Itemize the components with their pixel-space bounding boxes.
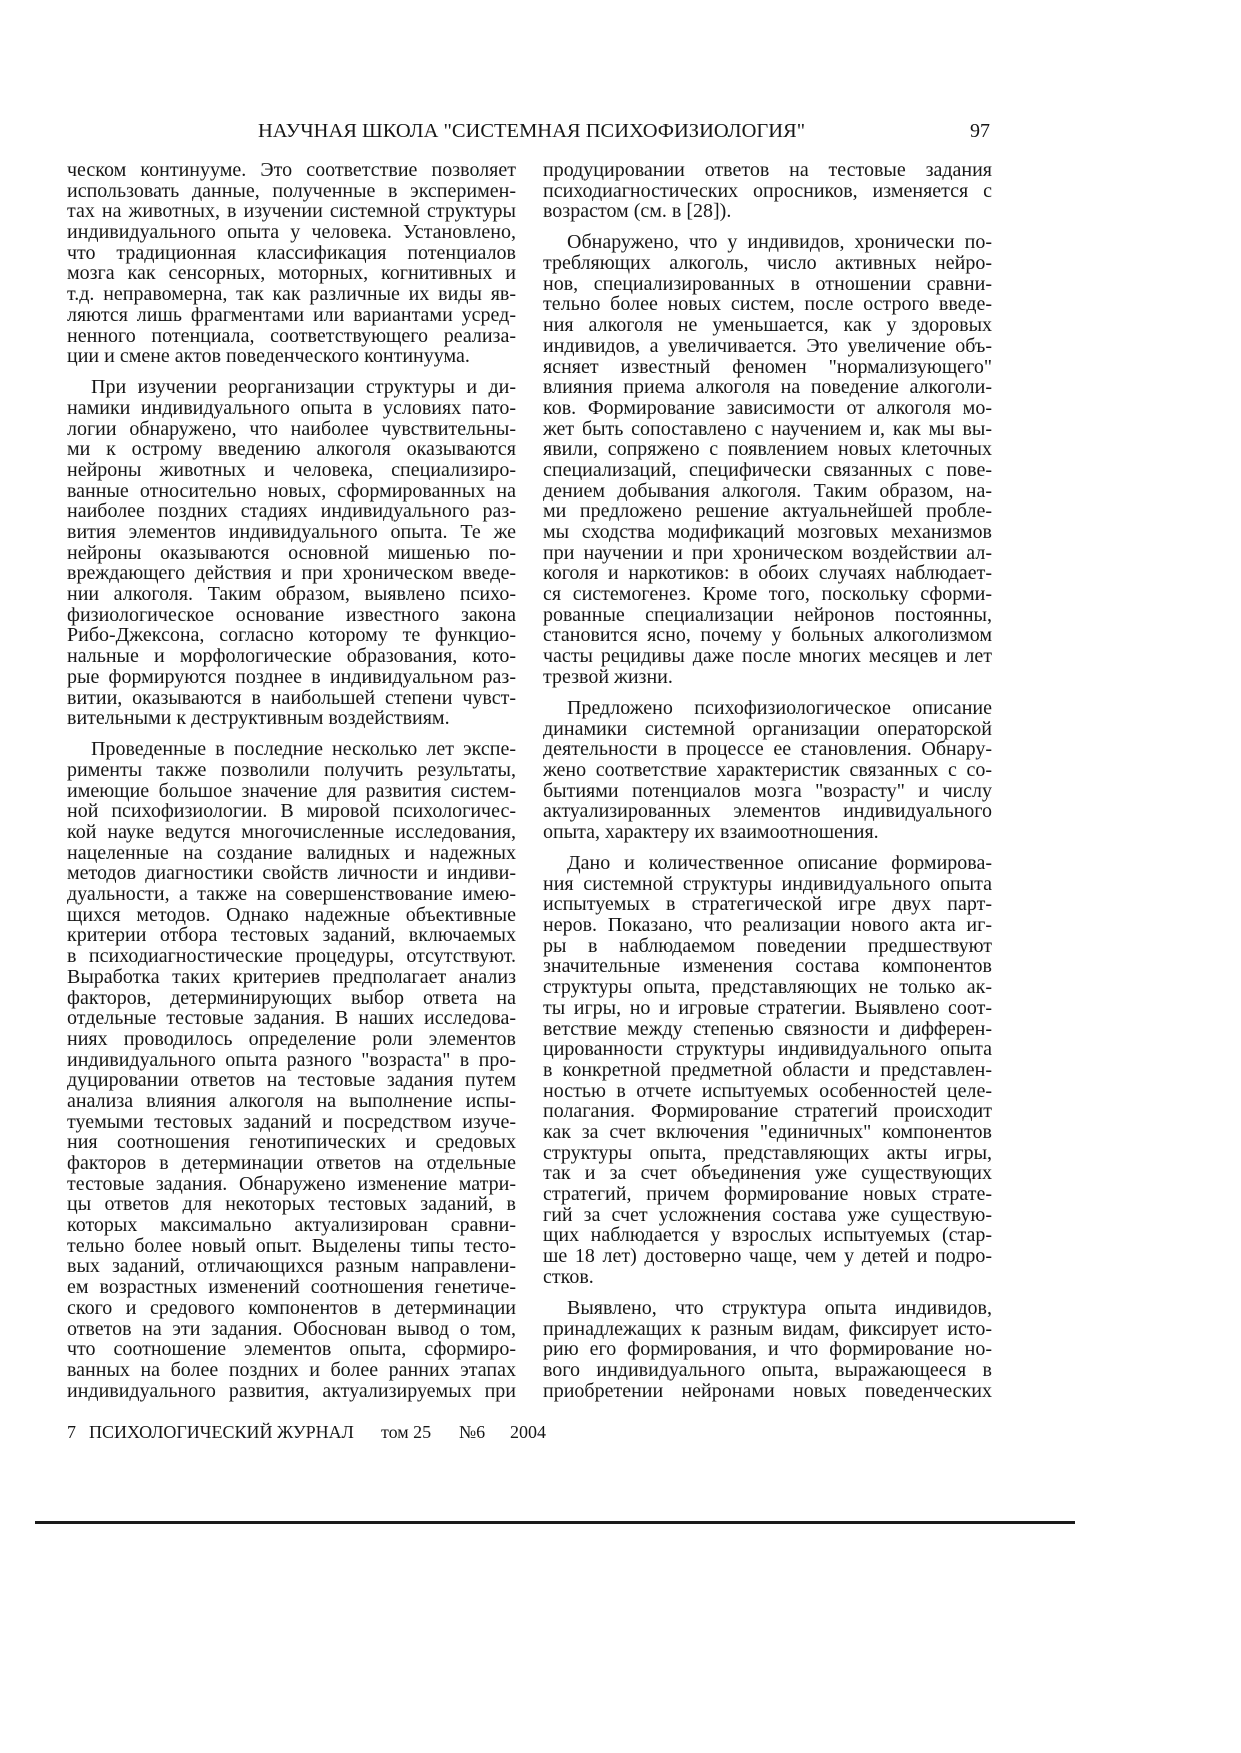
- text-line: ветствие между степенью связности и дифферен-: [543, 1017, 992, 1040]
- right-column: [543, 160, 992, 1401]
- text-line: наиболее поздних стадиях индивидуального раз-: [67, 500, 516, 523]
- text-line: в конкретной предметной области и представлен-: [543, 1058, 992, 1081]
- text-line: методов диагностики свойств личности и индиви-: [67, 862, 516, 885]
- text-line: специализаций, специфически связанных с пове-: [543, 458, 992, 481]
- text-line: стратегий, причем формирование новых страте-: [543, 1183, 992, 1206]
- text-line: дением добывания алкоголя. Таким образом, на-: [543, 479, 992, 502]
- volume-label: том 25: [381, 1422, 432, 1442]
- text-line: При изучении реорганизации структуры и ди-: [91, 376, 516, 399]
- year-label: 2004: [510, 1422, 546, 1442]
- text-line: часты рецидивы даже после многих месяцев и лет: [543, 645, 992, 668]
- text-line: нии алкоголя. Таким образом, выявлено психо-: [67, 583, 516, 606]
- text-line: вительными к деструктивным воздействиям.: [67, 707, 450, 730]
- text-line: стков.: [543, 1265, 594, 1288]
- text-line: намики индивидуального опыта в условиях пато-: [67, 396, 516, 419]
- text-line: имеющие большое значение для развития систем-: [67, 779, 516, 802]
- text-line: ниях проводилось определение роли элементов: [67, 1027, 516, 1050]
- text-line: ванных на более поздних и более ранних этапах: [67, 1358, 516, 1381]
- scan-edge-rule: [35, 1521, 1075, 1524]
- text-line: Обнаружено, что у индивидов, хронически по-: [567, 231, 992, 254]
- paragraph: [543, 232, 992, 687]
- text-line: полагания. Формирование стратегий происходит: [543, 1100, 992, 1123]
- text-line: Предложено психофизиологическое описание: [567, 696, 992, 719]
- text-line: бытиями потенциалов мозга "возрасту" и числу: [543, 779, 992, 802]
- text-line: ми к острому введению алкоголя оказываются: [67, 438, 516, 461]
- text-line: витии, оказываются в наибольшей степени чувст-: [67, 686, 516, 709]
- text-line: рованные специализации нейронов постоянны,: [543, 603, 992, 626]
- text-line: ского и средового компонентов в детерминации: [67, 1296, 516, 1319]
- text-line: Проведенные в последние несколько лет экспе-: [91, 738, 516, 761]
- text-line: дуальности, а также на совершенствование имею-: [67, 883, 516, 906]
- text-line: влияния приема алкоголя на поведение алкоголи-: [543, 376, 992, 399]
- text-line: Дано и количественное описание формирова-: [567, 852, 992, 875]
- text-line: нацеленные на создание валидных и надежных: [67, 841, 516, 864]
- running-title: НАУЧНАЯ ШКОЛА "СИСТЕМНАЯ ПСИХОФИЗИОЛОГИЯ": [258, 120, 806, 142]
- text-line: ясняет известный феномен "нормализующего": [543, 355, 992, 378]
- issue-label: №6: [459, 1422, 486, 1442]
- paragraph: [543, 853, 992, 1287]
- text-line: жет быть сопоставлено с научением и, как мы вы-: [543, 417, 992, 440]
- text-line: вых заданий, отличающихся разным направлени-: [67, 1255, 516, 1278]
- text-line: ческом континууме. Это соответствие позволяет: [67, 159, 516, 181]
- text-line: ния системной структуры индивидуального опыта: [543, 872, 992, 895]
- text-line: ляются лишь фрагментами или вариантами усред-: [67, 303, 516, 326]
- text-line: в психодиагностические процедуры, отсутствуют.: [67, 945, 516, 968]
- text-line: психодиагностических опросников, изменяется с: [543, 179, 992, 202]
- paragraph: [67, 377, 516, 729]
- text-line: как за счет включения "единичных" компонентов: [543, 1120, 992, 1143]
- text-line: требляющих алкоголь, число активных нейро-: [543, 252, 992, 275]
- text-line: индивидуального опыта у человека. Установлено,: [67, 221, 516, 244]
- text-line: структуры опыта, представляющих акты игры,: [543, 1141, 992, 1164]
- text-line: испытуемых в стратегической игре двух парт-: [543, 893, 992, 916]
- text-line: принадлежащих к разным видам, фиксирует исто-: [543, 1317, 992, 1340]
- text-line: ответов на эти задания. Обоснован вывод о том,: [67, 1317, 516, 1340]
- text-line: нов, специализированных в отношении сравни-: [543, 272, 992, 295]
- text-line: использовать данные, полученные в эксперимен-: [67, 179, 516, 202]
- text-line: туемыми тестовых заданий и посредством изуче-: [67, 1110, 516, 1133]
- text-line: тельно более новых систем, после острого введе-: [543, 293, 992, 316]
- text-line: цы ответов для некоторых тестовых заданий, в: [67, 1193, 516, 1216]
- text-line: мы сходства модификаций мозговых механизмов: [543, 521, 992, 544]
- text-line: ненного потенциала, соответствующего реализа-: [67, 324, 516, 347]
- text-line: ции и смене актов поведенческого континуума.: [67, 345, 470, 368]
- text-line: Выявлено, что структура опыта индивидов,: [567, 1296, 992, 1319]
- text-line: т.д. неправомерна, так как различные их виды яв-: [67, 283, 516, 306]
- text-line: мозга как сенсорных, моторных, когнитивных и: [67, 262, 516, 285]
- text-line: факторов в детерминации ответов на отдельные: [67, 1152, 516, 1174]
- text-line: ты игры, но и игровые стратегии. Выявлено соот-: [543, 996, 992, 1019]
- paragraph: [543, 160, 992, 222]
- text-line: вого индивидуального опыта, выражающееся в: [543, 1358, 992, 1381]
- text-line: щихся методов. Однако надежные объективные: [67, 903, 516, 926]
- text-line: ной психофизиологии. В мировой психологичес-: [67, 800, 516, 823]
- paragraph: [543, 698, 992, 843]
- text-line: вреждающего действия и при хроническом введе-: [67, 562, 516, 585]
- text-line: отдельные тестовые задания. В наших исследова-: [67, 1007, 516, 1030]
- text-line: ми предложено решение актуальнейшей пробле-: [543, 500, 992, 523]
- text-line: значительные изменения состава компонентов: [543, 955, 992, 978]
- paragraph: [543, 1298, 992, 1401]
- text-line: что традиционная классификация потенциалов: [67, 241, 516, 264]
- journal-name: ПСИХОЛОГИЧЕСКИЙ ЖУРНАЛ: [89, 1422, 354, 1442]
- text-line: гий за счет усложнения состава уже существую-: [543, 1203, 992, 1226]
- text-line: вития элементов индивидуального опыта. Те же: [67, 521, 516, 544]
- page-number: 97: [970, 120, 990, 142]
- text-line: индивидуального развития, актуализируемых при: [67, 1379, 516, 1402]
- text-line: ся системогенез. Кроме того, поскольку сформи-: [543, 583, 992, 606]
- text-line: актуализированных элементов индивидуального: [543, 800, 992, 823]
- text-line: ры в наблюдаемом поведении предшествуют: [543, 934, 992, 957]
- text-line: неров. Показано, что реализации нового акта иг-: [543, 914, 992, 937]
- text-line: тестовые задания. Обнаружено изменение матри-: [67, 1172, 516, 1195]
- text-line: продуцировании ответов на тестовые задания: [543, 159, 992, 181]
- text-line: физиологическое основание известного закона: [67, 603, 516, 626]
- text-line: щих наблюдается у взрослых испытуемых (стар-: [543, 1224, 992, 1247]
- text-line: ванные относительно новых, сформированных на: [67, 479, 516, 502]
- text-line: тельно более новый опыт. Выделены типы тесто-: [67, 1234, 516, 1257]
- text-line: ше 18 лет) достоверно чаще, чем у детей и подро-: [543, 1245, 992, 1268]
- text-line: которых максимально актуализирован сравни-: [67, 1214, 516, 1237]
- text-line: рименты также позволили получить результаты,: [67, 758, 516, 781]
- text-line: жено соответствие характеристик связанных с со-: [543, 758, 992, 781]
- text-line: кой науке ведутся многочисленные исследования,: [67, 821, 516, 843]
- signature-mark: 7: [67, 1422, 76, 1442]
- text-line: нальные и морфологические образования, кото-: [67, 645, 516, 668]
- text-line: индивидуального опыта разного "возраста" в про-: [67, 1048, 516, 1071]
- text-line: критерии отбора тестовых заданий, включаемых: [67, 924, 516, 947]
- text-line: нейроны животных и человека, специализиро-: [67, 458, 516, 481]
- text-line: так и за счет объединения уже существующих: [543, 1162, 992, 1185]
- text-line: явили, сопряжено с появлением новых клеточных: [543, 438, 992, 461]
- text-line: цированности структуры индивидуального опыта: [543, 1038, 992, 1061]
- text-line: рые формируются позднее в индивидуальном раз-: [67, 665, 516, 688]
- paragraph: [67, 739, 516, 1401]
- text-line: структуры опыта, представляющих не только ак-: [543, 976, 992, 999]
- text-line: ния алкоголя не уменьшается, как у здоровых: [543, 314, 992, 337]
- text-line: Выработка таких критериев предполагает анализ: [67, 965, 516, 988]
- text-line: что соотношение элементов опыта, сформиро-: [67, 1338, 516, 1361]
- text-line: динамики системной организации операторской: [543, 717, 992, 740]
- text-line: коголя и наркотиков: в обоих случаях наблюдает-: [543, 562, 992, 585]
- text-line: опыта, характеру их взаимоотношения.: [543, 821, 879, 843]
- text-line: рию его формирования, и что формирование но-: [543, 1338, 992, 1361]
- left-column: [67, 160, 516, 1401]
- paragraph: [67, 160, 516, 367]
- text-line: становится ясно, почему у больных алкоголизмом: [543, 624, 992, 647]
- text-line: анализа влияния алкоголя на выполнение испы-: [67, 1089, 516, 1112]
- text-line: ков. Формирование зависимости от алкоголя мо-: [543, 396, 992, 419]
- text-line: индивидов, а увеличивается. Это увеличение объ-: [543, 334, 992, 357]
- text-line: приобретении нейронами новых поведенческих: [543, 1379, 992, 1402]
- text-line: возрастом (см. в [28]).: [543, 200, 732, 223]
- text-line: ния соотношения генотипических и средовых: [67, 1131, 516, 1154]
- text-line: ностью в отчете испытуемых особенностей целе-: [543, 1079, 992, 1102]
- text-line: факторов, детерминирующих выбор ответа на: [67, 986, 516, 1009]
- text-line: деятельности в процессе ее становления. Обнару-: [543, 738, 992, 761]
- text-line: нейроны оказываются основной мишенью по-: [67, 541, 516, 564]
- text-line: дуцировании ответов на тестовые задания путем: [67, 1069, 516, 1092]
- text-line: ем возрастных изменений соотношения генетиче-: [67, 1276, 516, 1299]
- text-line: логии обнаружено, что наиболее чувствительны-: [67, 417, 516, 440]
- text-line: трезвой жизни.: [543, 665, 673, 688]
- text-line: Рибо-Джексона, согласно которому те функцио-: [67, 624, 516, 647]
- text-line: тах на животных, в изучении системной структуры: [67, 200, 516, 223]
- text-line: при научении и при хроническом воздействии ал-: [543, 541, 992, 564]
